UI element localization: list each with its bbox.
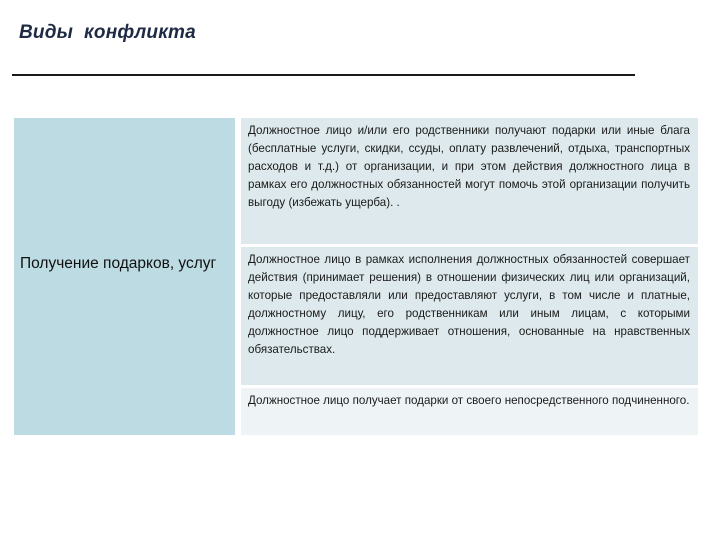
slide-title: Виды конфликта: [19, 22, 196, 43]
category-label: Получение подарков, услуг: [20, 255, 217, 272]
title-divider: [12, 74, 635, 76]
description-cell-2: Должностное лицо в рамках исполнения должностных обязанностей совершает действия (принимает решения) в отношении физических лиц или организаций, которые предоставляли или предоставляют услуги, в том числе и платные, должностному лицу, его родственникам или иным лицам, с которыми должностное лицо поддерживает отношения, основанные на нравственных обязательствах.: [241, 247, 698, 385]
description-cell-1: Должностное лицо и/или его родственники получают подарки или иные блага (бесплатные услуги, скидки, ссуды, оплату развлечений, отдыха, транспортных расходов и т.д.) от организации, и при этом действия должностного лица в рамках его должностных обязанностей могут помочь этой организации получить выгоду (избежать ущерба). .: [241, 118, 698, 244]
category-cell: [14, 118, 235, 435]
description-cell-3: Должностное лицо получает подарки от своего непосредственного подчиненного.: [241, 388, 698, 435]
